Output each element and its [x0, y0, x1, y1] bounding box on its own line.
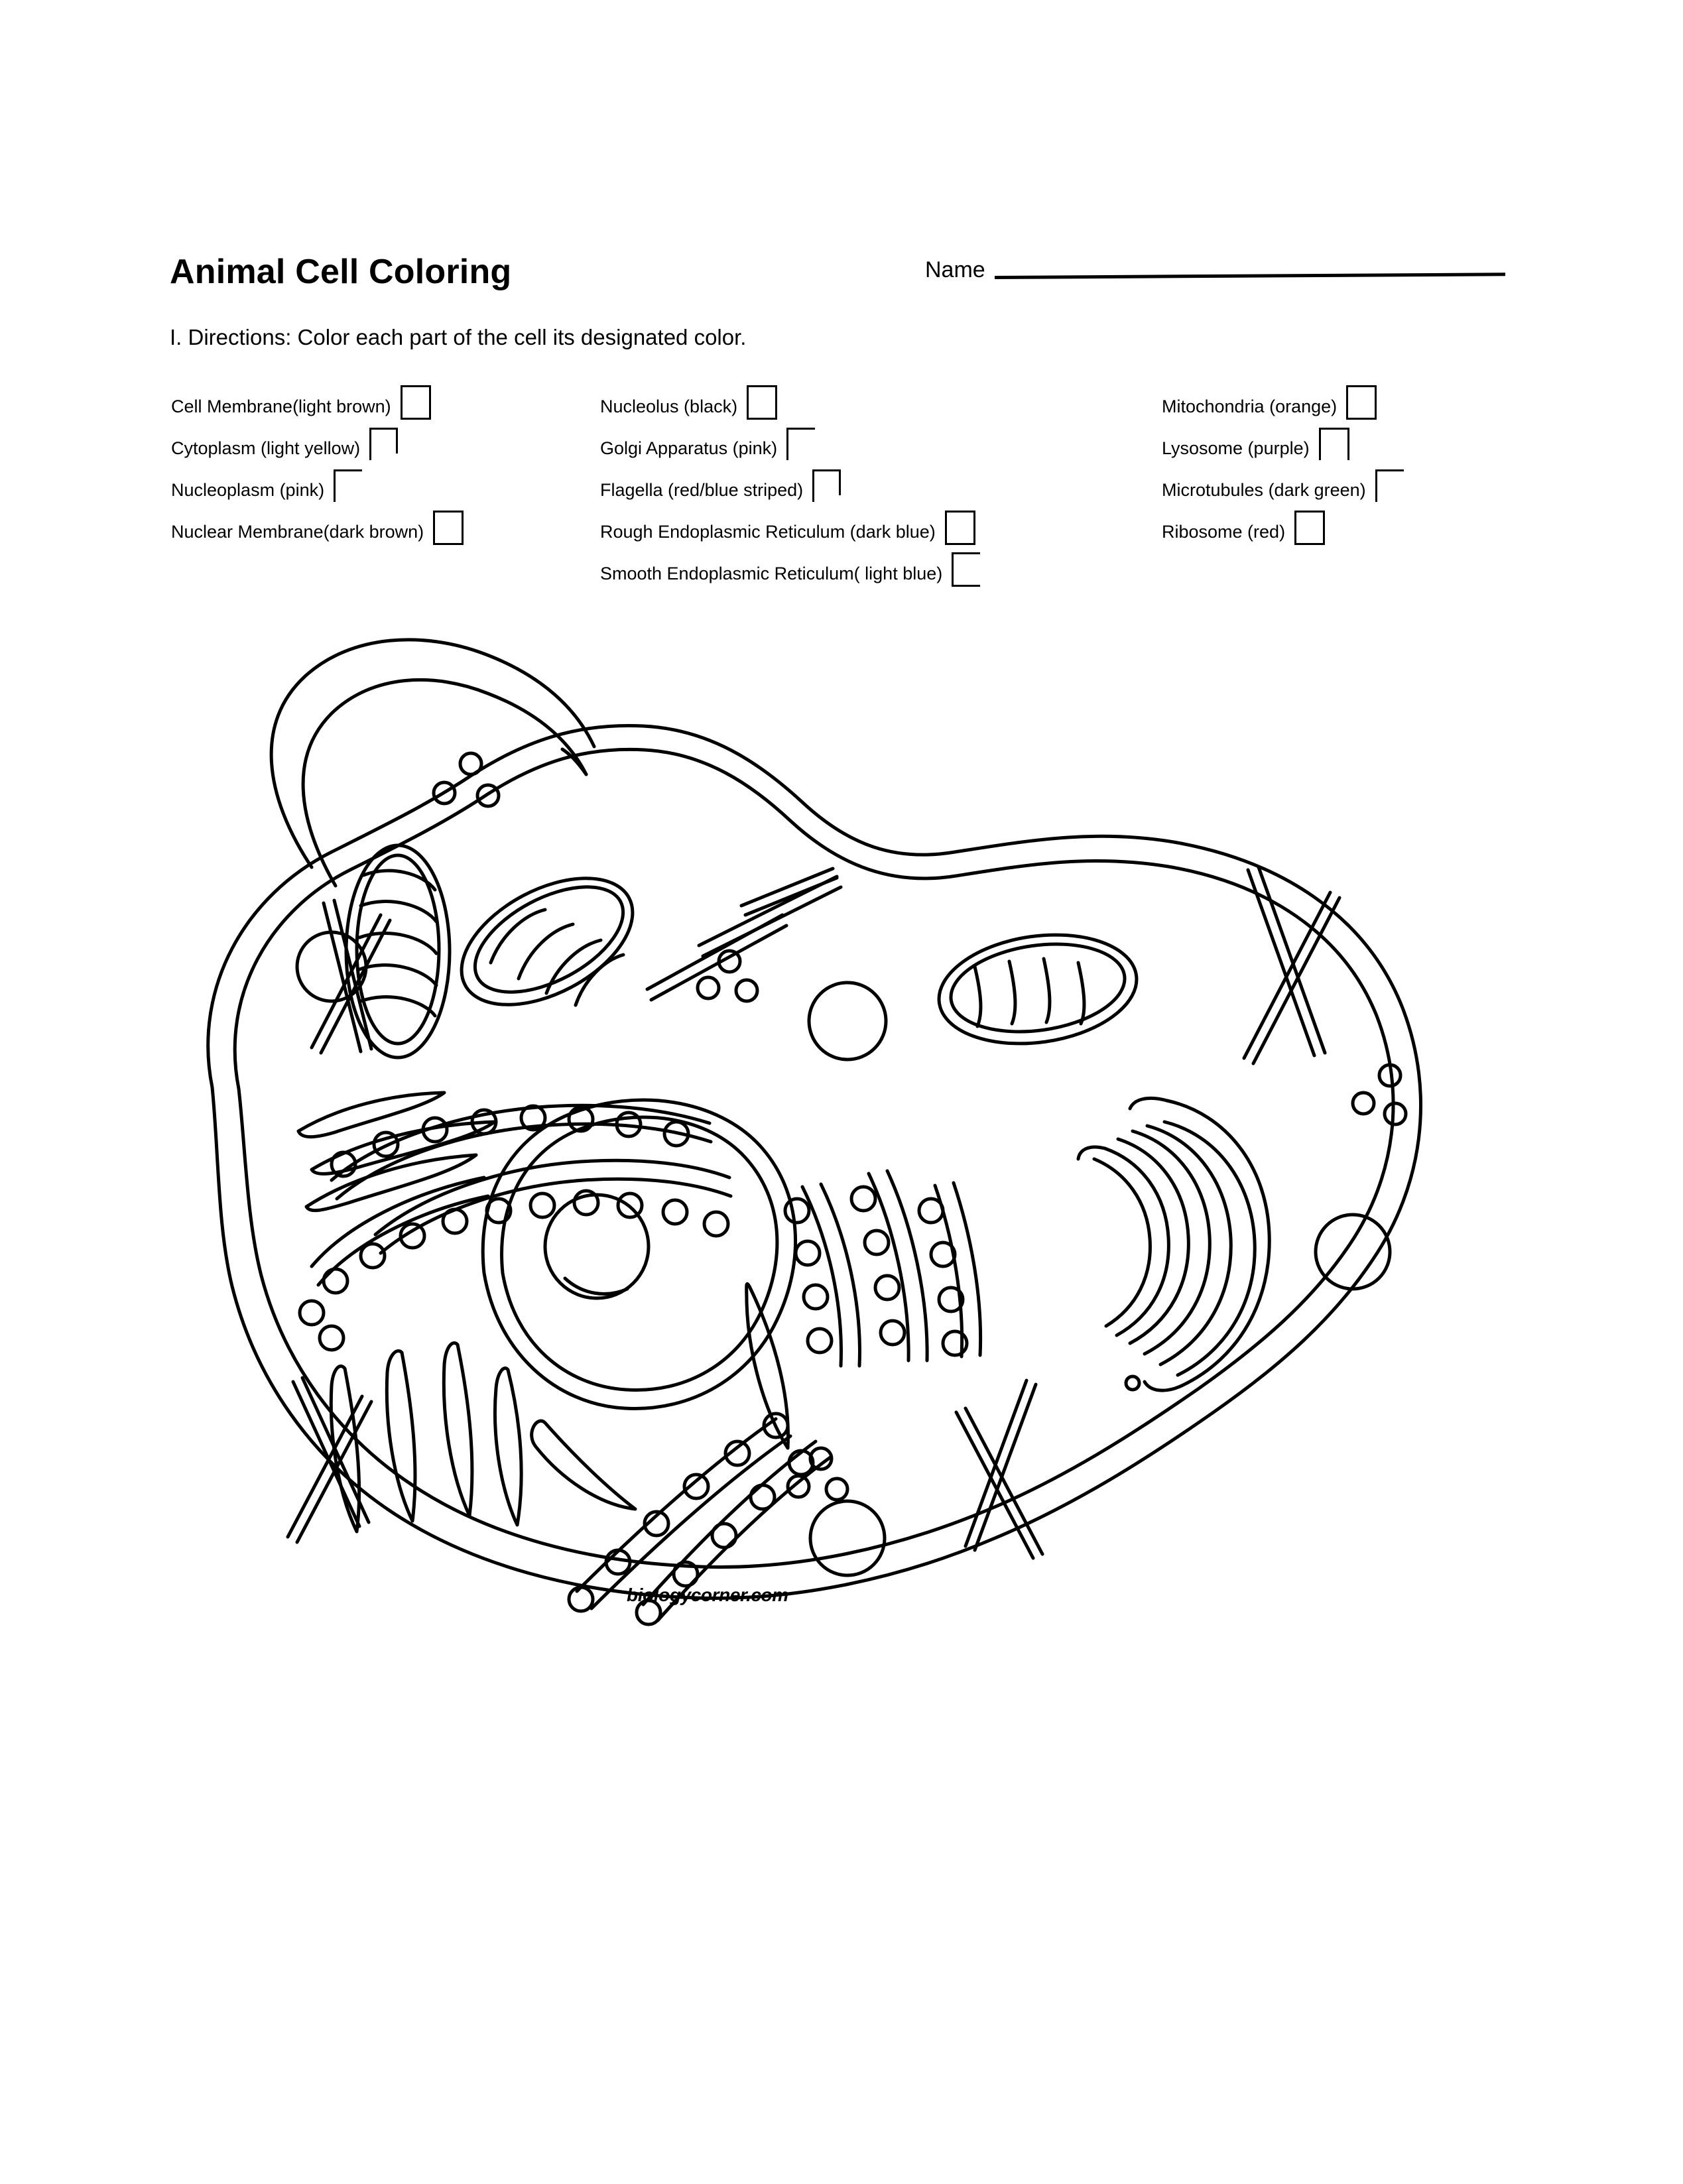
color-checkbox[interactable]	[369, 428, 398, 460]
page-title: Animal Cell Coloring	[170, 253, 512, 291]
checklist-label: Nuclear Membrane(dark brown)	[171, 522, 424, 542]
color-checkbox[interactable]	[812, 469, 841, 502]
checklist-label: Rough Endoplasmic Reticulum (dark blue)	[600, 522, 936, 542]
checklist-column-2	[600, 386, 980, 595]
color-checkbox[interactable]	[747, 385, 777, 420]
name-field[interactable]	[925, 257, 1505, 283]
color-checkbox[interactable]	[1375, 469, 1404, 502]
color-checkbox[interactable]	[401, 385, 431, 420]
checklist-item[interactable]	[600, 428, 980, 469]
golgi-apparatus-icon	[1078, 1098, 1269, 1390]
color-checkbox[interactable]	[334, 469, 362, 502]
nucleus-icon	[483, 1100, 795, 1408]
checklist-item[interactable]	[600, 469, 980, 511]
mitochondrion-icon	[932, 923, 1143, 1056]
checklist-item[interactable]	[171, 386, 464, 428]
checklist-item[interactable]	[1162, 469, 1404, 511]
name-write-line[interactable]	[995, 273, 1505, 279]
checklist-item[interactable]	[600, 386, 980, 428]
checklist-column-1	[171, 386, 464, 553]
checklist-column-3	[1162, 386, 1404, 553]
checklist-label: Nucleoplasm (pink)	[171, 480, 325, 500]
checklist-label: Golgi Apparatus (pink)	[600, 438, 778, 458]
checklist-item[interactable]	[171, 469, 464, 511]
mitochondrion-icon	[441, 852, 653, 1030]
checklist-label: Microtubules (dark green)	[1162, 480, 1366, 500]
name-label: Name	[925, 257, 985, 282]
checklist-label: Ribosome (red)	[1162, 522, 1286, 542]
ribosome-icon	[434, 753, 1406, 1500]
checklist-item[interactable]	[1162, 386, 1404, 428]
checklist-item[interactable]	[171, 428, 464, 469]
checklist-item[interactable]	[1162, 511, 1404, 553]
checklist-item[interactable]	[600, 511, 980, 553]
color-checkbox[interactable]	[952, 552, 980, 587]
color-checkbox[interactable]	[1346, 385, 1377, 420]
ribosome-icon	[300, 1106, 967, 1624]
directions-text: I. Directions: Color each part of the cell its designated color.	[170, 325, 747, 349]
checklist-label: Cell Membrane(light brown)	[171, 396, 391, 416]
color-checkbox[interactable]	[1294, 511, 1325, 545]
checklist-label: Flagella (red/blue striped)	[600, 480, 804, 500]
checklist-item[interactable]	[171, 511, 464, 553]
animal-cell-diagram	[113, 583, 1505, 1684]
checklist-label: Nucleolus (black)	[600, 396, 738, 416]
nuclear-membrane-icon	[483, 1100, 795, 1408]
checklist-label: Cytoplasm (light yellow)	[171, 438, 361, 458]
site-watermark: biologycorner.com	[627, 1585, 788, 1605]
checklist-item[interactable]	[1162, 428, 1404, 469]
nuclear-membrane-inner-icon	[502, 1117, 777, 1390]
checklist-label: Lysosome (purple)	[1162, 438, 1310, 458]
color-checkbox[interactable]	[945, 511, 975, 545]
checklist-label: Smooth Endoplasmic Reticulum( light blue)	[600, 564, 943, 583]
color-checkbox[interactable]	[433, 511, 464, 545]
checklist-label: Mitochondria (orange)	[1162, 396, 1338, 416]
color-checkbox[interactable]	[1319, 428, 1349, 460]
color-checkbox[interactable]	[786, 428, 815, 460]
